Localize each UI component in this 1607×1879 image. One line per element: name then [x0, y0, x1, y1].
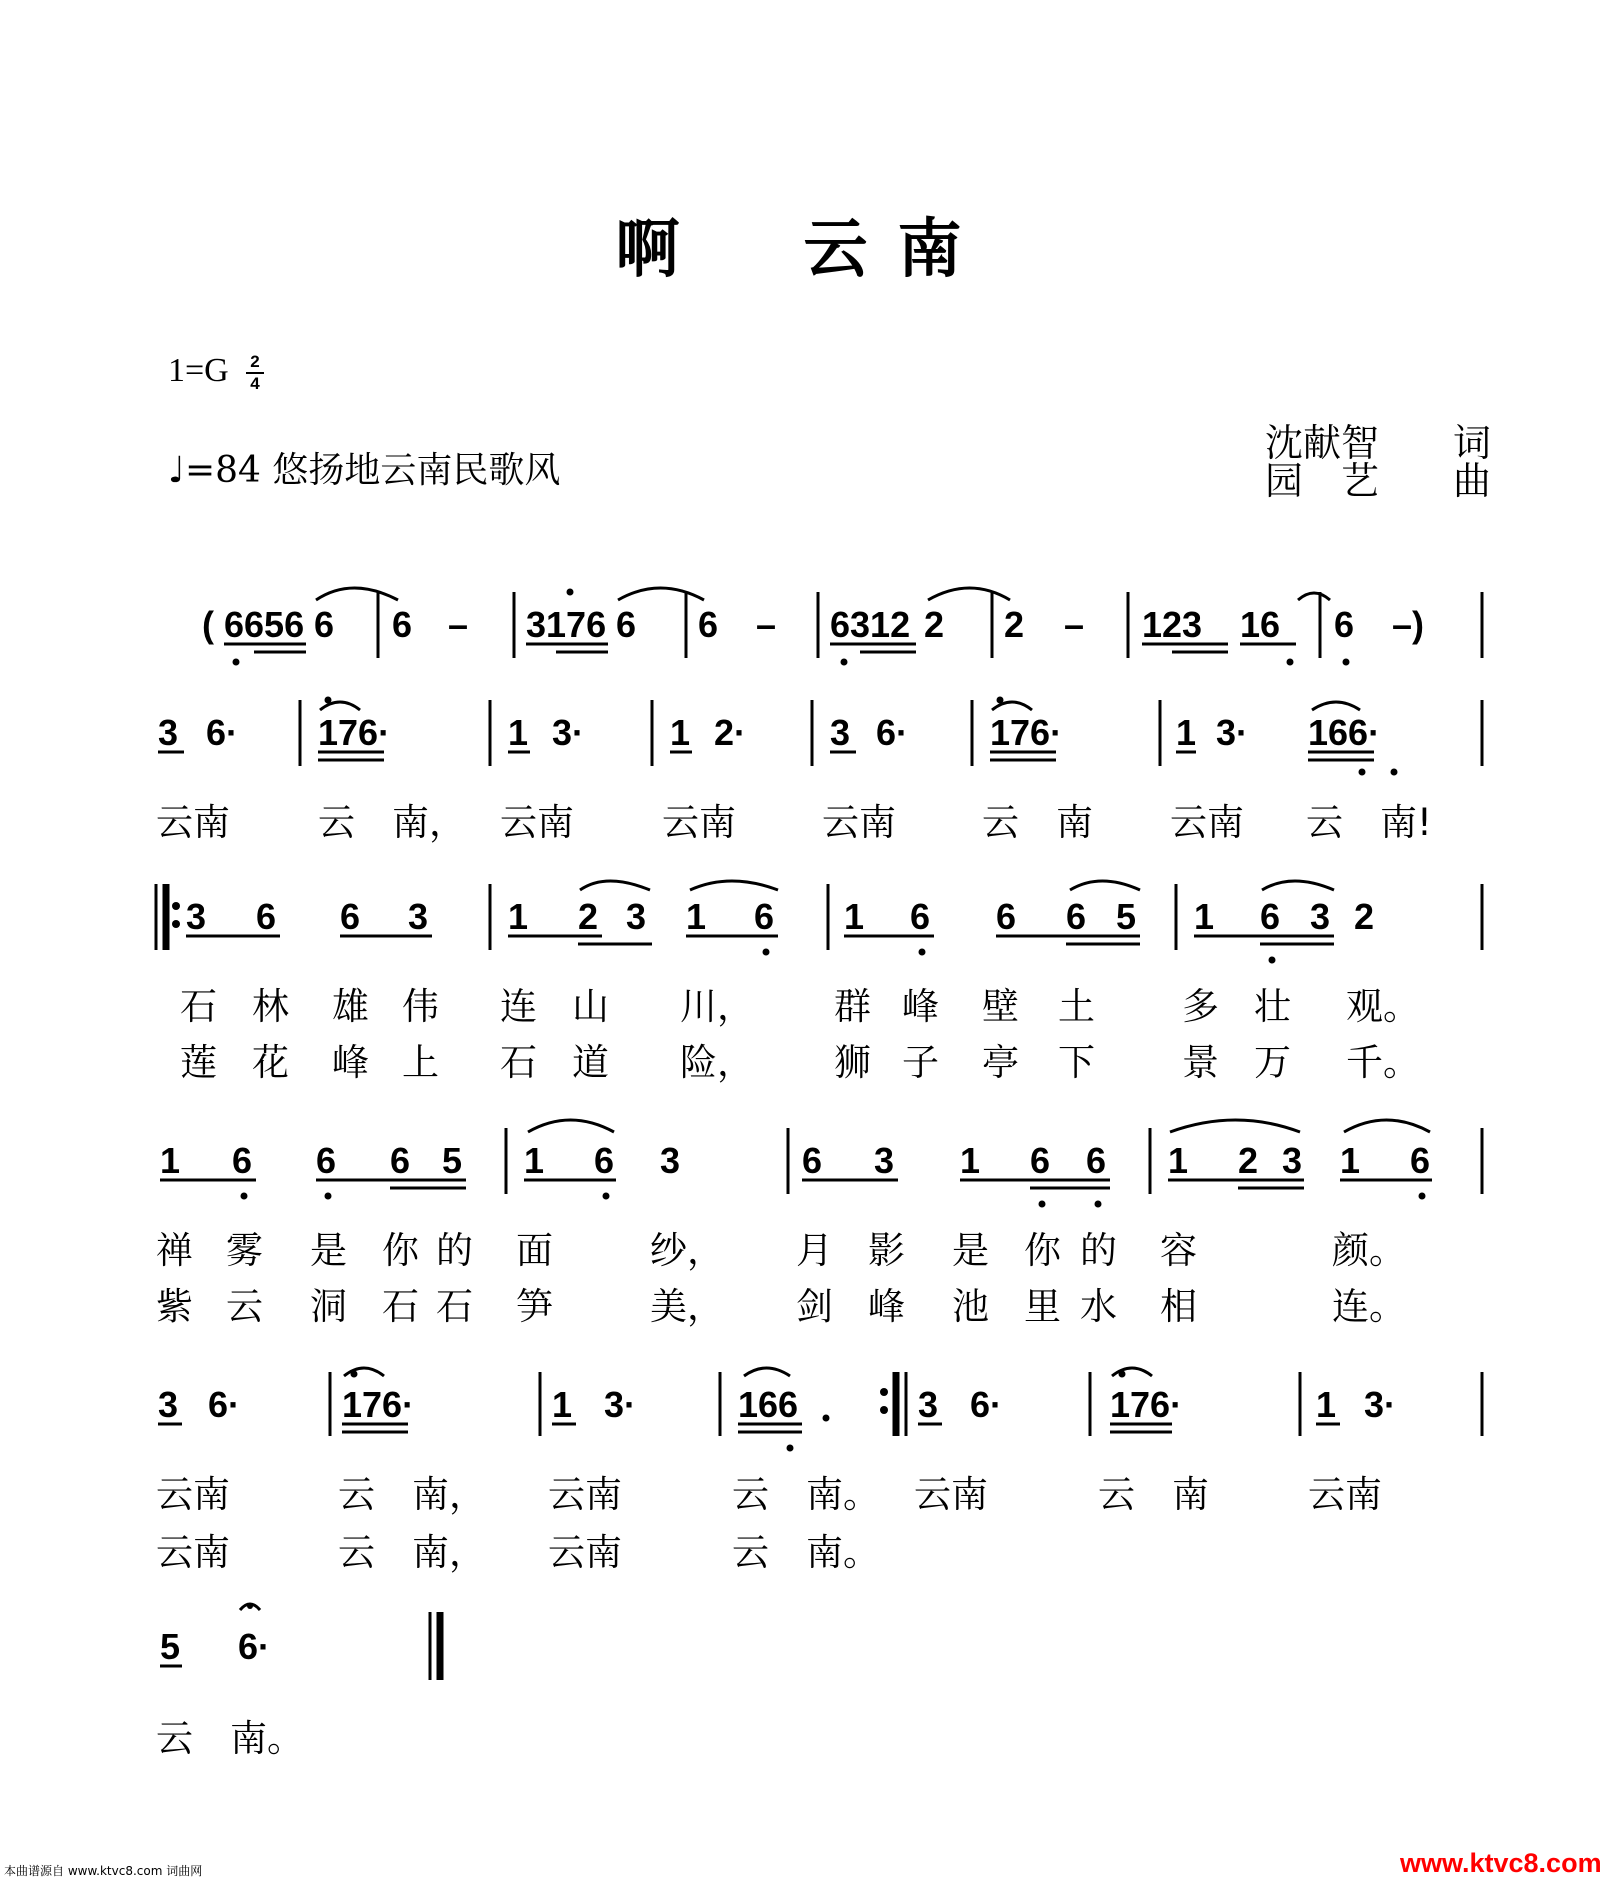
lyric: 洞	[310, 1285, 347, 1328]
note-group: 16	[1240, 604, 1281, 645]
note: 3	[874, 1140, 895, 1181]
slur	[1170, 1120, 1300, 1132]
dash: –	[756, 604, 777, 645]
note: 2	[578, 896, 599, 937]
lyric: 土	[1058, 985, 1095, 1028]
note: 6	[1410, 1140, 1431, 1181]
lyric: 剑	[796, 1285, 833, 1328]
dash: –	[448, 604, 469, 645]
lyric: 连	[500, 985, 537, 1028]
note: 1	[508, 712, 529, 753]
note: 6·	[876, 712, 909, 753]
note: 2	[924, 604, 945, 645]
note: 1	[686, 896, 707, 937]
note: 6	[1086, 1140, 1107, 1181]
note: 1	[160, 1140, 181, 1181]
note: 6	[910, 896, 931, 937]
slur	[344, 1368, 384, 1376]
note: 5	[160, 1626, 181, 1667]
lyric: 险，	[680, 1041, 754, 1084]
lyric: 云南	[548, 1531, 622, 1574]
lyric: 林	[252, 985, 289, 1028]
octave-dot-high	[325, 697, 332, 704]
note-group: 176·	[990, 712, 1063, 753]
octave-dot-low	[241, 1193, 248, 1200]
note: 2	[1238, 1140, 1259, 1181]
note: 1	[960, 1140, 981, 1181]
note: 3	[1282, 1140, 1303, 1181]
octave-dot-low	[325, 1193, 332, 1200]
note: 6·	[970, 1384, 1003, 1425]
footer-watermark: www.ktvc8.com	[1400, 1848, 1602, 1878]
note: 3·	[1364, 1384, 1397, 1425]
lyric: 连。	[1332, 1285, 1406, 1328]
note: 6·	[206, 712, 239, 753]
note: 1	[1340, 1140, 1361, 1181]
composer-name: 园 艺	[1265, 459, 1380, 503]
note: 1	[508, 896, 529, 937]
lyric: 石	[382, 1285, 419, 1328]
note: 2	[1004, 604, 1025, 645]
lyric: 峰	[902, 985, 939, 1028]
lyric: 云南	[914, 1473, 988, 1516]
lyric: 颜。	[1332, 1229, 1406, 1272]
note: 3	[158, 712, 179, 753]
lyric: 云南	[156, 801, 230, 844]
note-group: 166·	[1308, 712, 1381, 753]
lyric: 子	[902, 1041, 939, 1084]
note: 5	[1116, 896, 1137, 937]
note: 6·	[238, 1626, 271, 1667]
lyric: 云 南	[1098, 1473, 1209, 1516]
octave-dot-high	[351, 1371, 358, 1378]
lyric: 峰	[332, 1041, 369, 1084]
lyric: 禅	[156, 1229, 193, 1272]
repeat-dot	[172, 902, 180, 910]
lyricist-name: 沈献智	[1265, 421, 1380, 465]
note: 3·	[1216, 712, 1249, 753]
lyric: 川，	[680, 985, 754, 1028]
note: 3	[830, 712, 851, 753]
lyric: 云南	[662, 801, 736, 844]
lyric: 石	[500, 1041, 537, 1084]
note: 3	[408, 896, 429, 937]
octave-dot-low	[1359, 769, 1366, 776]
note: 2·	[714, 712, 747, 753]
slur	[1112, 1368, 1152, 1376]
note: 6	[1334, 604, 1355, 645]
lyric: 云南	[548, 1473, 622, 1516]
note: 3	[158, 1384, 179, 1425]
note-group: 176·	[1110, 1384, 1183, 1425]
lyric: 云 南，	[338, 1531, 486, 1574]
lyric: 峰	[868, 1285, 905, 1328]
composer-role: 曲	[1453, 459, 1492, 503]
octave-dot-high	[1119, 1371, 1126, 1378]
lyric: 你	[382, 1229, 419, 1272]
lyric: 景	[1182, 1041, 1219, 1084]
slur	[928, 588, 1010, 600]
note: 6	[802, 1140, 823, 1181]
lyric: 月	[796, 1229, 833, 1272]
tempo-marking: ♩=84 悠扬地云南民歌风	[168, 450, 561, 491]
octave-dot-low	[1391, 769, 1398, 776]
lyric: 千。	[1346, 1041, 1420, 1084]
lyric: 石	[180, 985, 217, 1028]
note-group: 3176	[526, 604, 607, 645]
note: 1	[552, 1384, 573, 1425]
lyric: 云南	[1170, 801, 1244, 844]
note: 6	[754, 896, 775, 937]
lyric: 云 南!	[1306, 801, 1432, 844]
repeat-dot	[880, 1388, 888, 1396]
footer-source: 本曲谱源自 www.ktvc8.com 词曲网	[4, 1864, 203, 1878]
lyric: 影	[868, 1229, 905, 1272]
lyric: 里	[1024, 1285, 1061, 1328]
note: 3	[660, 1140, 681, 1181]
lyric: 是	[952, 1229, 989, 1272]
lyric: 群	[834, 985, 871, 1028]
lyric: 雄	[332, 985, 369, 1028]
note: 6	[316, 1140, 337, 1181]
note: 3	[626, 896, 647, 937]
lyric: 云南	[156, 1531, 230, 1574]
lyric: 云 南。	[732, 1473, 880, 1516]
repeat-dot	[880, 1406, 888, 1414]
octave-dot-low	[1039, 1201, 1046, 1208]
lyric: 是	[310, 1229, 347, 1272]
dash: –	[1064, 604, 1085, 645]
note: 6	[1066, 896, 1087, 937]
slur	[992, 702, 1032, 710]
lyric: 壁	[982, 985, 1019, 1028]
note: 6	[996, 896, 1017, 937]
note: 6	[616, 604, 637, 645]
octave-dot-low	[1269, 957, 1276, 964]
slur	[316, 588, 398, 600]
lyric: 山	[572, 985, 609, 1028]
note-group: 176·	[318, 712, 391, 753]
note: 6	[594, 1140, 615, 1181]
slur	[690, 881, 778, 890]
note: 6	[698, 604, 719, 645]
lyric: 云南	[156, 1473, 230, 1516]
note: 5	[442, 1140, 463, 1181]
slur	[1070, 881, 1140, 890]
note: 1	[1194, 896, 1215, 937]
note: 1	[1316, 1384, 1337, 1425]
octave-dot-low	[603, 1193, 610, 1200]
note: 1	[670, 712, 691, 753]
lyric: 云 南。	[732, 1531, 880, 1574]
repeat-dot	[172, 920, 180, 928]
lyric: 下	[1058, 1041, 1095, 1084]
lyric: 亭	[982, 1041, 1019, 1084]
note: 6	[390, 1140, 411, 1181]
lyric: 云 南，	[338, 1473, 486, 1516]
note: 1	[524, 1140, 545, 1181]
lyric: 莲	[180, 1041, 217, 1084]
lyric: 云 南。	[156, 1717, 304, 1760]
note: 6	[1260, 896, 1281, 937]
slur	[1262, 881, 1334, 890]
slur	[580, 881, 650, 890]
lyric: 云 南	[982, 801, 1093, 844]
note-group: 6656	[224, 604, 305, 645]
slur	[320, 702, 360, 710]
intro-open-paren: (	[202, 604, 214, 645]
slur	[1298, 593, 1330, 600]
note: 6	[340, 896, 361, 937]
slur	[1344, 1120, 1430, 1132]
note: 3	[918, 1384, 939, 1425]
lyric: 观。	[1346, 985, 1420, 1028]
lyric: 石	[436, 1285, 473, 1328]
octave-dot-low	[823, 1415, 830, 1422]
lyric: 云 南，	[318, 801, 466, 844]
octave-dot-low	[919, 949, 926, 956]
octave-dot-low	[763, 949, 770, 956]
note: 6·	[208, 1384, 241, 1425]
time-signature-top: 2	[250, 352, 260, 371]
lyric: 纱，	[650, 1229, 724, 1272]
lyric: 道	[572, 1041, 609, 1084]
page-title: 啊 云南	[615, 212, 992, 287]
octave-dot-low	[1343, 659, 1350, 666]
note: 1	[1168, 1140, 1189, 1181]
note: 2	[1354, 896, 1375, 937]
octave-dot-high	[997, 697, 1004, 704]
note: 1	[844, 896, 865, 937]
note: 3·	[552, 712, 585, 753]
lyricist-role: 词	[1453, 421, 1492, 465]
lyric: 容	[1160, 1229, 1197, 1272]
lyric: 水	[1080, 1285, 1117, 1328]
note: 6	[232, 1140, 253, 1181]
note: 3	[1310, 896, 1331, 937]
lyric: 云南	[822, 801, 896, 844]
lyric: 的	[436, 1229, 473, 1272]
slur	[618, 588, 704, 600]
octave-dot-low	[1095, 1201, 1102, 1208]
lyric: 云	[226, 1285, 263, 1328]
lyric: 你	[1024, 1229, 1061, 1272]
lyric: 紫	[156, 1285, 193, 1328]
intro-close: –)	[1392, 604, 1425, 645]
octave-dot-low	[787, 1445, 794, 1452]
lyric: 万	[1254, 1041, 1291, 1084]
slur	[1312, 702, 1360, 710]
lyric: 雾	[226, 1229, 263, 1272]
octave-dot-low	[1419, 1193, 1426, 1200]
note: 3·	[604, 1384, 637, 1425]
lyric: 的	[1080, 1229, 1117, 1272]
slur	[744, 1368, 790, 1376]
time-signature-bottom: 4	[246, 372, 264, 394]
lyric: 云南	[1308, 1473, 1382, 1516]
note: 6	[392, 604, 413, 645]
lyric: 花	[252, 1041, 289, 1084]
lyric: 笋	[516, 1285, 553, 1328]
octave-dot-high	[567, 589, 574, 596]
slur	[528, 1120, 614, 1132]
note: 6	[256, 896, 277, 937]
lyric: 池	[952, 1285, 989, 1328]
fermata-dot	[247, 1603, 253, 1609]
note: 6	[1030, 1140, 1051, 1181]
lyric: 美，	[650, 1285, 724, 1328]
lyric: 壮	[1254, 985, 1291, 1028]
octave-dot-low	[841, 659, 848, 666]
lyric: 多	[1182, 985, 1219, 1028]
octave-dot-low	[1287, 659, 1294, 666]
lyric: 伟	[402, 985, 439, 1028]
note-group: 123	[1142, 604, 1203, 645]
lyric: 上	[402, 1041, 439, 1084]
note-group: 6312	[830, 604, 911, 645]
key-signature: 1=G	[168, 352, 229, 389]
note: 3	[186, 896, 207, 937]
note-group: 166	[738, 1384, 799, 1425]
note-group: 176·	[342, 1384, 415, 1425]
lyric: 相	[1160, 1285, 1197, 1328]
octave-dot-low	[233, 659, 240, 666]
note: 6	[314, 604, 335, 645]
note: 1	[1176, 712, 1197, 753]
lyric: 狮	[834, 1041, 871, 1084]
lyric: 云南	[500, 801, 574, 844]
lyric: 面	[516, 1229, 553, 1272]
